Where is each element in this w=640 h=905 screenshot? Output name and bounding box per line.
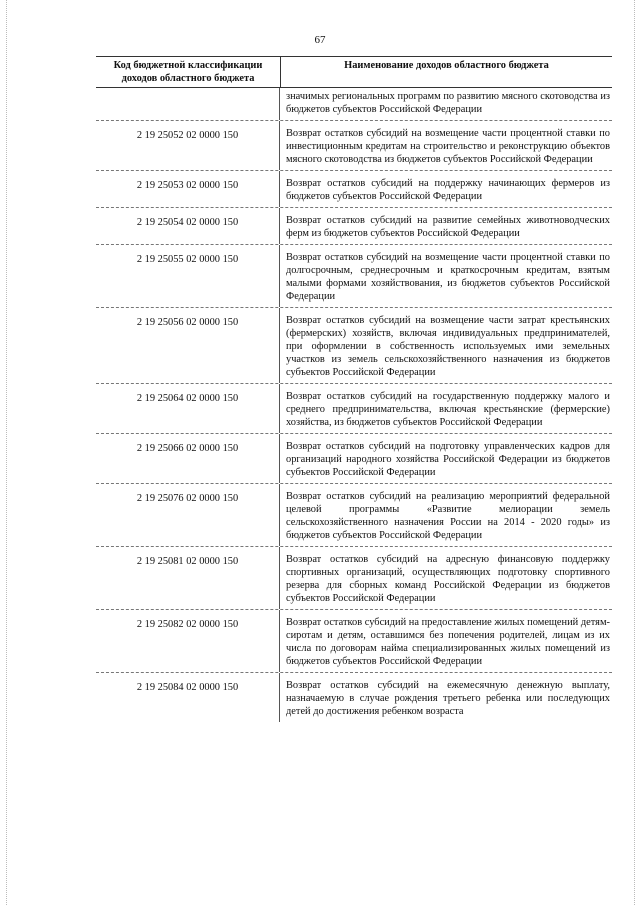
row-code: 2 19 25082 02 0000 150	[96, 610, 280, 672]
table-header	[96, 56, 612, 88]
header-code-column: Код бюджетной классификации доходов областного бюджета	[96, 57, 281, 87]
table-row	[96, 171, 612, 208]
scan-edge-left	[6, 0, 8, 905]
row-code: 2 19 25052 02 0000 150	[96, 121, 280, 170]
row-code: 2 19 25054 02 0000 150	[96, 208, 280, 244]
table-row	[96, 384, 612, 434]
table-row	[96, 484, 612, 547]
table-row	[96, 208, 612, 245]
row-code	[96, 88, 280, 120]
scan-edge-right	[634, 0, 636, 905]
page-number: 67	[314, 34, 326, 46]
row-code: 2 19 25064 02 0000 150	[96, 384, 280, 433]
table-row	[96, 121, 612, 171]
table-row	[96, 245, 612, 308]
header-name-column: Наименование доходов областного бюджета	[344, 60, 549, 71]
row-description: Возврат остатков субсидий на ежемесячную денежную выплату, назначаемую в случае рождения третьего ребенка или последующих детей до достижения ребенком возраста	[286, 680, 610, 717]
row-description: Возврат остатков субсидий на подготовку управленческих кадров для организаций народного хозяйства Российской Федерации из бюджетов субъектов Российской Федерации	[286, 441, 610, 478]
row-description: значимых региональных программ по развитию мясного скотоводства из бюджетов субъектов Российской Федерации	[286, 91, 610, 115]
row-code: 2 19 25076 02 0000 150	[96, 484, 280, 546]
row-code: 2 19 25084 02 0000 150	[96, 673, 280, 722]
row-code: 2 19 25081 02 0000 150	[96, 547, 280, 609]
row-description: Возврат остатков субсидий на предоставление жилых помещений детям-сиротам и детям, оставшимся без попечения родителей, лицам из их числа по договорам найма специализированных жилых помещений из бюджетов субъектов Российской Федерации	[286, 617, 610, 667]
table-row	[96, 88, 612, 121]
row-description: Возврат остатков субсидий на возмещение части процентной ставки по долгосрочным, среднесрочным и краткосрочным кредитам, взятым малыми формами хозяйствования, из бюджетов субъектов Российской Федерации	[286, 252, 610, 302]
table-row	[96, 547, 612, 610]
row-description: Возврат остатков субсидий на государственную поддержку малого и среднего предпринимательства, включая крестьянские (фермерские) хозяйства, из бюджетов субъектов Российской Федерации	[286, 391, 610, 428]
table-row	[96, 434, 612, 484]
row-code: 2 19 25056 02 0000 150	[96, 308, 280, 383]
table-row	[96, 610, 612, 673]
row-description: Возврат остатков субсидий на реализацию мероприятий федеральной целевой программы «Развитие мелиорации земель сельскохозяйственного назначения России на 2014 - 2020 годы» из бюджетов субъектов Российской Федерации	[286, 491, 610, 541]
table-row	[96, 673, 612, 722]
table-row	[96, 308, 612, 384]
row-description: Возврат остатков субсидий на поддержку начинающих фермеров из бюджетов субъектов Российской Федерации	[286, 178, 610, 202]
budget-revenue-table	[96, 56, 612, 722]
row-code: 2 19 25053 02 0000 150	[96, 171, 280, 207]
row-code: 2 19 25066 02 0000 150	[96, 434, 280, 483]
row-description: Возврат остатков субсидий на возмещение части затрат крестьянских (фермерских) хозяйств, включая индивидуальных предпринимателей, при оформлении в собственность используемых ими земельных участков из земель сельскохозяйственного назначения из бюджетов субъектов Российской Федерации	[286, 315, 610, 378]
row-code: 2 19 25055 02 0000 150	[96, 245, 280, 307]
row-description: Возврат остатков субсидий на развитие семейных животноводческих ферм из бюджетов субъектов Российской Федерации	[286, 215, 610, 239]
row-description: Возврат остатков субсидий на возмещение части процентной ставки по инвестиционным кредитам на строительство и реконструкцию объектов мясного скотоводства из бюджетов субъектов Российской Федерации	[286, 128, 610, 165]
row-description: Возврат остатков субсидий на адресную финансовую поддержку спортивных организаций, осуществляющих подготовку спортивного резерва для сборных команд Российской Федерации из бюджетов субъектов Российской Федерации	[286, 554, 610, 604]
